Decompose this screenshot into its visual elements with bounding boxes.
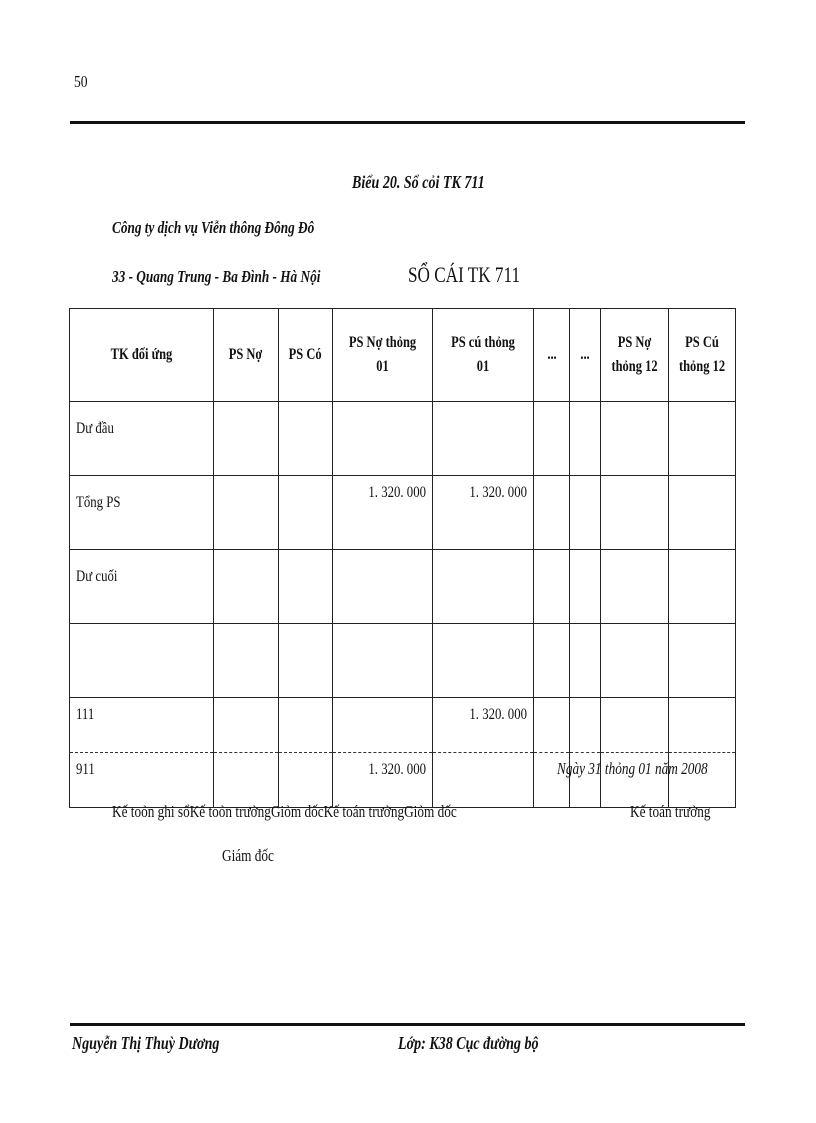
table-cell bbox=[214, 550, 279, 624]
table-cell bbox=[333, 698, 433, 753]
row-label: Tổng PS bbox=[76, 494, 121, 511]
table-cell bbox=[433, 753, 534, 808]
table-cell bbox=[279, 698, 333, 753]
table-cell bbox=[601, 624, 669, 698]
cell-value: 1. 320. 000 bbox=[368, 484, 426, 501]
row-label-cell bbox=[70, 402, 214, 476]
header-tk-doi-ung: TK đối ứng bbox=[70, 309, 214, 402]
class-info: Lớp: K38 Cục đường bộ bbox=[398, 1033, 539, 1053]
row-label-cell bbox=[70, 550, 214, 624]
table-cell bbox=[570, 402, 601, 476]
row-label-cell bbox=[70, 753, 214, 808]
table-cell bbox=[333, 402, 433, 476]
signature-titles: Kế toỏn ghi sổKế toỏn trưởngGiỏm đốcKế toán trưởngGiỏm đốc bbox=[112, 802, 457, 821]
date-line: Ngày 31 thỏng 01 năm 2008 bbox=[557, 759, 708, 778]
table-cell bbox=[601, 402, 669, 476]
header-ellipsis-1: ... bbox=[534, 309, 570, 402]
table-cell bbox=[570, 476, 601, 550]
table-row bbox=[70, 550, 736, 624]
table-row bbox=[70, 624, 736, 698]
header-ps-no: PS Nợ bbox=[214, 309, 279, 402]
company-name: Công ty dịch vụ Viễn thông Đông Đô bbox=[112, 218, 315, 237]
page-number: 50 bbox=[74, 72, 88, 91]
header-ps-co-01: PS cú thỏng 01 bbox=[433, 309, 534, 402]
table-cell bbox=[601, 698, 669, 753]
table-cell bbox=[534, 624, 570, 698]
signature-chief-accountant: Kế toán trưởng bbox=[630, 802, 711, 821]
table-cell bbox=[534, 476, 570, 550]
header-ellipsis-2: ... bbox=[570, 309, 601, 402]
table-cell bbox=[669, 476, 736, 550]
document-title: Biểu 20. Sổ cỏi TK 711 bbox=[352, 172, 485, 192]
footer-rule bbox=[70, 1023, 745, 1026]
table-cell bbox=[333, 753, 433, 808]
table-row bbox=[70, 402, 736, 476]
table-cell bbox=[333, 476, 433, 550]
table-cell bbox=[214, 476, 279, 550]
table-cell bbox=[669, 698, 736, 753]
header-ps-no-01: PS Nợ thỏng 01 bbox=[333, 309, 433, 402]
table-header-row bbox=[70, 309, 736, 402]
table-cell bbox=[433, 476, 534, 550]
table-cell bbox=[669, 550, 736, 624]
table-cell bbox=[333, 624, 433, 698]
table-cell bbox=[534, 698, 570, 753]
cell-value: 1. 320. 000 bbox=[469, 484, 527, 501]
table-row bbox=[70, 476, 736, 550]
table-cell bbox=[433, 550, 534, 624]
author-name: Nguyễn Thị Thuỳ Dương bbox=[72, 1033, 220, 1053]
table-cell bbox=[214, 698, 279, 753]
header-rule bbox=[70, 121, 745, 124]
table-cell bbox=[433, 624, 534, 698]
table-cell bbox=[570, 550, 601, 624]
row-label: Dư đầu bbox=[76, 420, 114, 437]
table-cell bbox=[534, 402, 570, 476]
cell-value: 1. 320. 000 bbox=[469, 706, 527, 723]
table-cell bbox=[433, 698, 534, 753]
table-cell bbox=[433, 402, 534, 476]
row-label: Dư cuối bbox=[76, 568, 118, 585]
header-ps-co-12: PS Cú thỏng 12 bbox=[669, 309, 736, 402]
table-cell bbox=[570, 698, 601, 753]
row-label-cell bbox=[70, 476, 214, 550]
company-address: 33 - Quang Trung - Ba Đình - Hà Nội bbox=[112, 267, 321, 286]
header-ps-no-12: PS Nợ thỏng 12 bbox=[601, 309, 669, 402]
ledger-table bbox=[69, 308, 736, 808]
table-cell bbox=[601, 476, 669, 550]
table-cell bbox=[279, 753, 333, 808]
table-cell bbox=[570, 624, 601, 698]
table-cell bbox=[279, 550, 333, 624]
table-cell bbox=[333, 550, 433, 624]
table-cell bbox=[601, 550, 669, 624]
signature-director: Giám đốc bbox=[222, 846, 274, 865]
table-cell bbox=[214, 753, 279, 808]
table-cell bbox=[279, 402, 333, 476]
table-cell bbox=[279, 476, 333, 550]
table-cell bbox=[669, 402, 736, 476]
table-cell bbox=[534, 550, 570, 624]
table-cell bbox=[214, 624, 279, 698]
table-cell bbox=[279, 624, 333, 698]
row-label-cell bbox=[70, 698, 214, 753]
row-label: 911 bbox=[76, 761, 95, 778]
row-label-cell bbox=[70, 624, 214, 698]
row-label: 111 bbox=[76, 706, 95, 723]
header-ps-co: PS Có bbox=[279, 309, 333, 402]
ledger-title: SỔ CÁI TK 711 bbox=[408, 262, 521, 287]
table-cell bbox=[669, 624, 736, 698]
table-row bbox=[70, 698, 736, 753]
table-cell bbox=[214, 402, 279, 476]
cell-value: 1. 320. 000 bbox=[368, 761, 426, 778]
